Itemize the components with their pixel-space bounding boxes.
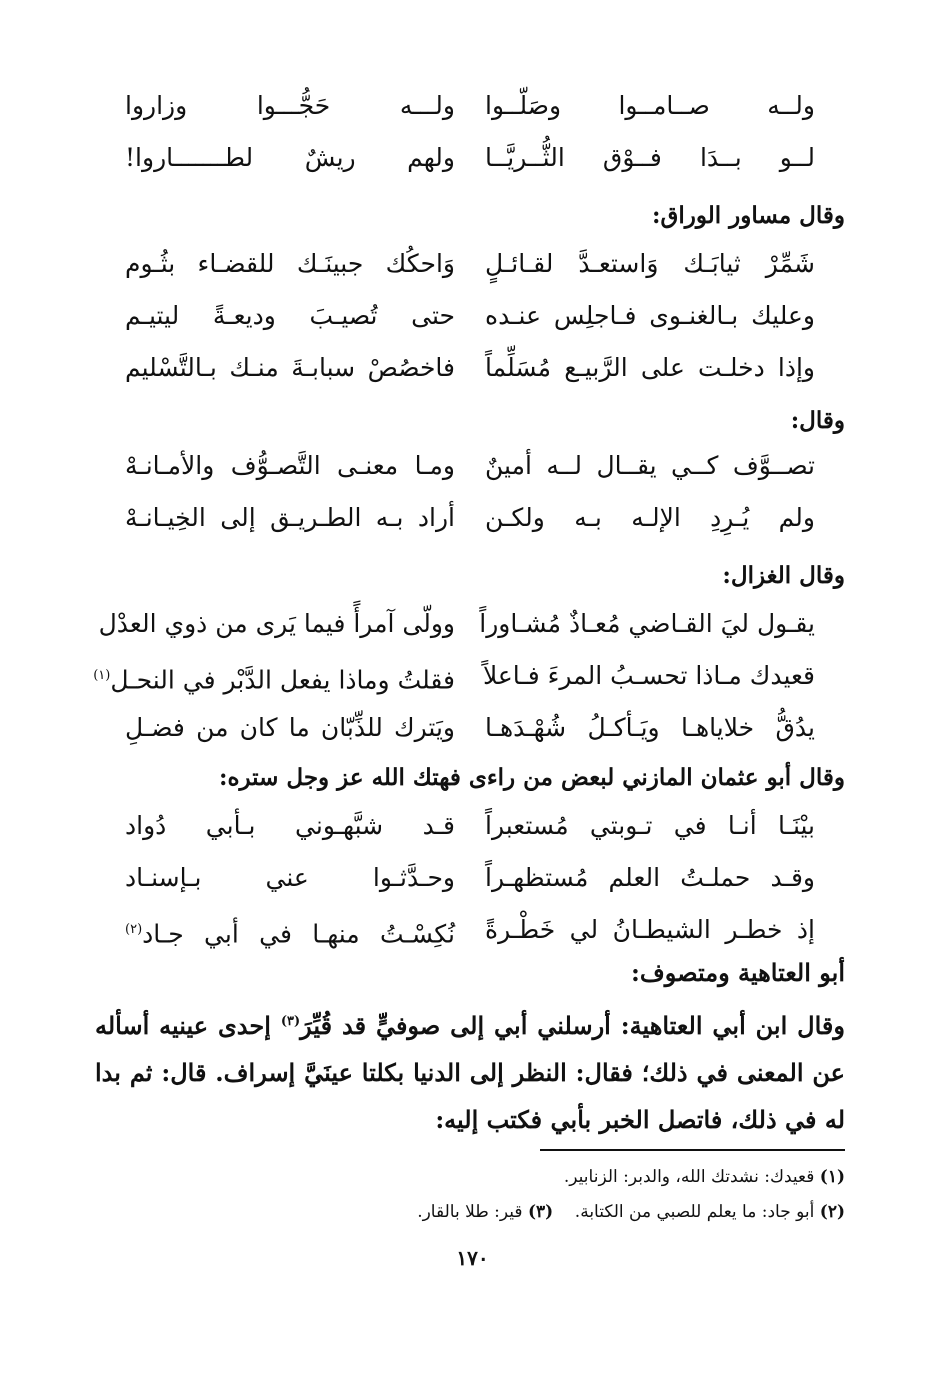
verse-line [125,132,815,184]
verse-second-hemistich: ومـا معنـى التَّصـوُّف والأمـانـهْ [125,451,455,480]
footnote-number: (٢) [819,1202,845,1222]
verse-first-hemistich: ولم يُـرِدِ الإلـه بـه ولكـن [485,503,815,532]
verse-first-hemistich: شَمِّرْ ثيابَـك وَاستعـدَّ لقـائـلٍ [485,249,815,278]
verse-line [125,492,815,544]
verse-line [125,290,815,342]
footnote-text: قير: طلا بالقار. [417,1202,523,1222]
verse-second-hemistich: ولـــه حَجُّـــوا وزاروا [125,91,455,120]
verse-line [98,598,815,650]
verse-first-hemistich: يدُقُّ خلاياهـا ويَـأكـلُ شُهْـدَهـا [485,713,815,742]
verse-second-hemistich: وحـدَّثـوا عني بـإسنـاد [125,863,455,892]
verse-line [125,702,815,754]
section-heading: وقال: [790,407,845,434]
verse-second-hemistich: أراد بـه الطـريـق إلى الخِيـانـهْ [125,503,455,532]
verse-line [125,80,815,132]
hemistich-text: نُكِسْـتُ منهـا في أبي جـاد [142,919,455,949]
footnotes [95,1160,845,1230]
prose-paragraph [95,998,845,1143]
section-heading: وقال أبو عثمان المازني لبعض من راءى فهتك الله عز وجل ستره: [218,764,845,791]
footnote-2-3 [95,1195,845,1230]
verse-first-hemistich: لــو بــدَا فــوْق الثُّــريَّــا [485,143,815,172]
verse-second-hemistich: فاخصُصْ سبابـةَ منـك بـالتَّسْليم [125,353,455,382]
verse-first-hemistich: ولــه صــامــوا وصَلّــوا [485,91,815,120]
paragraph-text-end: إحدى عينيه أسأله عن المعنى في ذلك؛ فقال: النظر إلى الدنيا بكلتا عينَيَّ إسراف. قال: ثم بدا له في ذلك، فاتصل الخبر بأبي فكتب إليه: [95,1011,845,1134]
verse-first-hemistich: وقـد حملـتُ العلم مُستظهـراً [485,863,815,892]
verse-second-hemistich [93,650,455,702]
verse-first-hemistich: إذ خطـر الشيطـانُ لي خَطْـرةً [485,915,815,944]
verse-second-hemistich: وولّى آمرأً فيما يَرى من ذوي العدْل [98,609,455,638]
verse-first-hemistich: تصــوَّف كــي يقــال لــه أمينٌ [485,451,815,480]
verse-first-hemistich: وإذا دخلـت على الرَّبيـع مُسَلِّماً [485,353,815,382]
poem-block-1 [125,80,815,184]
verse-second-hemistich: وَاحكُك جبينَـك للقضـاء بثُـوم [125,249,455,278]
footnote-1 [95,1160,845,1195]
poem-block-3 [125,440,815,544]
footnote-marker: (١) [93,668,111,683]
verse-line [125,342,815,394]
verse-first-hemistich: قعيدك مـاذا تحسـبُ المرءَ فـاعلاً [482,661,815,690]
footnote-text: قعيدك: نشدتك الله، والدبر: الزنابير. [563,1167,815,1187]
verse-second-hemistich: ويَترك للذِّبّان ما كان من فضـلِ [125,713,455,742]
paragraph-text-start: وقال ابن أبي العتاهية: أرسلني أبي إلى صوفيٍّ قد قُيِّرَ [300,1011,845,1040]
footnote-text: أبو جاد: ما يعلم للصبي من الكتابة. [574,1202,815,1222]
verse-second-hemistich: حتى تُصيـبَ وديعـةً ليتيـم [125,301,455,330]
page-number: ١٧٠ [456,1246,489,1270]
footnote-divider [540,1149,845,1151]
verse-line [125,852,815,904]
poem-block-2 [125,238,815,394]
verse-line [125,238,815,290]
section-subheading: أبو العتاهية ومتصوف: [631,958,845,987]
footnote-marker: (٣) [280,1014,301,1029]
verse-first-hemistich: يقـول ليَ القـاضي مُعـاذٌ مُشـاوراً [479,609,815,638]
section-heading: وقال الغزال: [722,562,845,589]
verse-second-hemistich: ولهم ريشٌ لطـــــــاروا! [125,143,455,172]
poem-block-4 [93,598,815,754]
footnote-number: (١) [819,1167,845,1187]
section-heading: وقال مساور الوراق: [651,202,845,229]
poem-block-5 [125,800,815,956]
hemistich-text: فقلتُ وماذا يفعل الدَّبْر في النحـل [110,665,455,695]
verse-line [125,440,815,492]
verse-line [125,800,815,852]
footnote-number: (٣) [527,1202,554,1222]
footnote-marker: (٢) [125,922,143,937]
verse-first-hemistich: بيْنَـا أنـا في تـوبتي مُستعبراً [485,811,815,840]
verse-first-hemistich: وعليك بـالغنـوى فـاجلِس عنـده [485,301,815,330]
verse-line [93,650,815,702]
verse-second-hemistich: قـد شبَّهـوني بـأبي دُواد [125,811,455,840]
